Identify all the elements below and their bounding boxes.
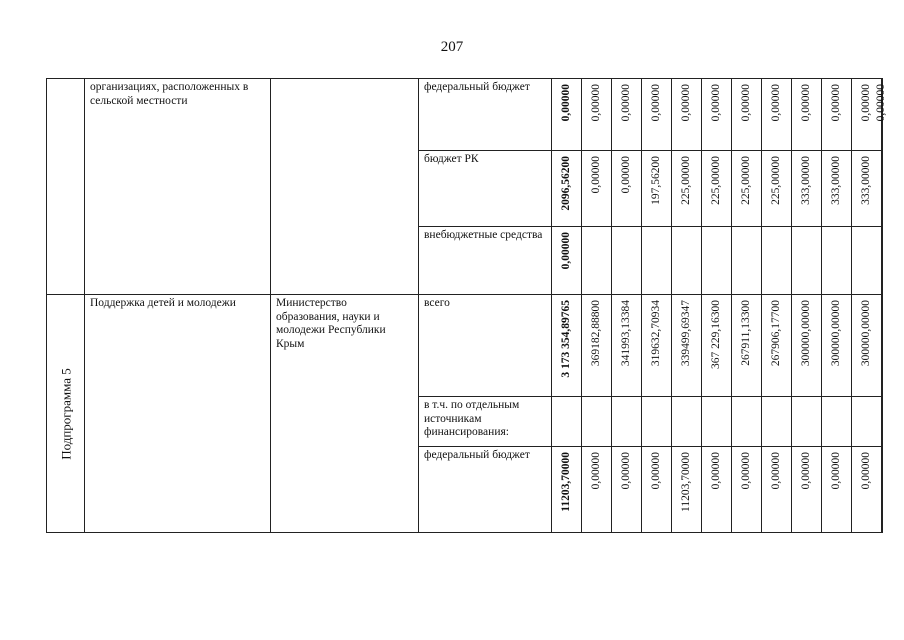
year-value-cell: [762, 295, 792, 397]
measure-name-cell-text: Поддержка детей и молодежи: [90, 297, 236, 309]
measure-name-cell-text: организациях, расположенных в сельской местности: [90, 81, 249, 107]
year-value-cell-value: 0,00000: [799, 84, 812, 122]
year-value-cell: [642, 447, 672, 533]
year-value-cell: [612, 447, 642, 533]
year-value-cell-value: 0,00000: [649, 84, 662, 122]
year-value-cell: [582, 447, 612, 533]
executor-cell: [271, 295, 419, 533]
year-value-cell-value: 0,00000: [859, 452, 872, 490]
year-value-cell: [852, 295, 882, 397]
year-value-cell-value: 300000,00000: [859, 300, 872, 367]
year-value-cell: [612, 79, 642, 151]
year-value-cell: [582, 151, 612, 227]
year-value-cell: [672, 397, 702, 447]
year-value-cell-value: 0,00000: [649, 452, 662, 490]
year-value-cell: [822, 295, 852, 397]
year-value-cell: [612, 295, 642, 397]
year-value-cell: [792, 151, 822, 227]
year-value-cell: [732, 397, 762, 447]
year-value-cell-value: 333,00000: [859, 156, 872, 205]
table-row: [47, 79, 883, 151]
year-value-cell-value: 267911,13300: [739, 300, 752, 366]
year-value-cell: [875, 79, 888, 151]
empty-executor-cell: [271, 79, 419, 295]
funding-source-cell: [419, 397, 552, 447]
year-value-cell: [672, 79, 702, 151]
year-value-cell-value: 0,00000: [829, 84, 842, 122]
year-value-cell-value: 0,00000: [769, 452, 782, 490]
year-value-cell-value: 0,00000: [589, 84, 602, 122]
year-value-cell-value: 225,00000: [739, 156, 752, 205]
year-value-cell: [882, 447, 883, 533]
year-value-cell-value: 225,00000: [769, 156, 782, 205]
year-value-cell-value: 0,00000: [739, 452, 752, 490]
executor-cell-text: Министерство образования, науки и молодежи Республики Крым: [276, 297, 386, 350]
year-value-cell: [732, 79, 762, 151]
year-value-cell-value: 339499,69347: [679, 300, 692, 367]
year-value-cell: [702, 447, 732, 533]
year-value-cell: [882, 227, 883, 295]
subprogram-cell: [47, 295, 85, 533]
year-value-cell-value: 0,00000: [619, 156, 632, 194]
year-value-cell: [762, 79, 792, 151]
total-cell: [552, 79, 582, 151]
measure-name-cell: [85, 79, 271, 295]
year-value-cell: [612, 227, 642, 295]
funding-source-cell-text: всего: [424, 297, 450, 309]
year-value-cell: [852, 151, 882, 227]
funding-source-cell-text: бюджет РК: [424, 153, 479, 165]
total-cell-value: 11203,70000: [559, 452, 572, 512]
year-value-cell: [702, 227, 732, 295]
year-value-cell-value: 0,00000: [619, 84, 632, 122]
year-value-cell: [642, 227, 672, 295]
empty-subprogram-cell: [47, 79, 85, 295]
total-cell: [552, 397, 582, 447]
year-value-cell: [702, 151, 732, 227]
year-value-cell-value: 197,56200: [649, 156, 662, 205]
year-value-cell-value: 0,00000: [709, 84, 722, 122]
budget-table: [46, 78, 888, 533]
year-value-cell: [642, 295, 672, 397]
year-value-cell: [762, 227, 792, 295]
year-value-cell-value: 369182,88800: [589, 300, 602, 367]
year-value-cell-value: 319632,70934: [649, 300, 662, 367]
year-value-cell: [852, 397, 882, 447]
total-cell-value: 0,00000: [559, 84, 572, 122]
year-value-cell-value: 0,00000: [679, 84, 692, 122]
year-value-cell: [612, 397, 642, 447]
year-value-cell: [792, 79, 822, 151]
year-value-cell: [732, 447, 762, 533]
funding-source-cell-text: внебюджетные средства: [424, 229, 543, 241]
year-value-cell: [762, 151, 792, 227]
year-value-cell: [612, 151, 642, 227]
total-cell: [552, 295, 582, 397]
total-cell: [552, 227, 582, 295]
year-value-cell-value: 0,00000: [619, 452, 632, 490]
year-value-cell: [702, 397, 732, 447]
year-value-cell-value: 0,00000: [589, 452, 602, 490]
year-value-cell-value: 0,00000: [709, 452, 722, 490]
total-cell: [552, 447, 582, 533]
year-value-cell-value: 225,00000: [679, 156, 692, 205]
year-value-cell-value: 11203,70000: [679, 452, 692, 512]
year-value-cell: [732, 227, 762, 295]
year-value-cell-value: 0,00000: [875, 84, 888, 122]
year-value-cell-value: 0,00000: [589, 156, 602, 194]
funding-source-cell: [419, 227, 552, 295]
funding-source-cell: [419, 151, 552, 227]
funding-source-cell-text: федеральный бюджет: [424, 449, 530, 461]
year-value-cell: [672, 227, 702, 295]
total-cell-value: 0,00000: [559, 232, 572, 270]
year-value-cell: [882, 295, 883, 397]
year-value-cell: [732, 151, 762, 227]
year-value-cell-value: 0,00000: [769, 84, 782, 122]
year-value-cell: [822, 447, 852, 533]
funding-source-cell-text: в т.ч. по отдельным источникам финансирования:: [424, 399, 520, 439]
funding-source-cell-text: федеральный бюджет: [424, 81, 530, 93]
page-number: 207: [440, 39, 464, 55]
year-value-cell: [792, 227, 822, 295]
year-value-cell: [672, 447, 702, 533]
year-value-cell-value: 0,00000: [739, 84, 752, 122]
year-value-cell: [762, 397, 792, 447]
funding-source-cell: [419, 79, 552, 151]
year-value-cell: [882, 397, 883, 447]
year-value-cell: [882, 151, 883, 227]
year-value-cell-value: 0,00000: [859, 84, 872, 122]
year-value-cell: [792, 295, 822, 397]
funding-source-cell: [419, 295, 552, 397]
year-value-cell: [642, 397, 672, 447]
funding-source-cell: [419, 447, 552, 533]
year-value-cell-value: 333,00000: [799, 156, 812, 205]
measure-name-cell: [85, 295, 271, 533]
year-value-cell-value: 341993,13384: [619, 300, 632, 367]
year-value-cell-value: 367 229,16300: [709, 300, 722, 369]
year-value-cell-value: 0,00000: [829, 452, 842, 490]
year-value-cell: [762, 447, 792, 533]
year-value-cell: [852, 447, 882, 533]
year-value-cell: [582, 295, 612, 397]
year-value-cell: [672, 151, 702, 227]
year-value-cell: [792, 447, 822, 533]
year-value-cell-value: 300000,00000: [829, 300, 842, 367]
year-value-cell: [582, 227, 612, 295]
total-cell-value: 3 173 354,89765: [559, 300, 572, 378]
subprogram-label: Подпрограмма 5: [57, 367, 73, 460]
year-value-cell: [732, 295, 762, 397]
year-value-cell: [852, 227, 882, 295]
year-value-cell-value: 333,00000: [829, 156, 842, 205]
year-value-cell-value: 0,00000: [799, 452, 812, 490]
year-value-cell: [702, 79, 732, 151]
year-value-cell: [822, 79, 852, 151]
year-value-cell: [822, 397, 852, 447]
year-value-cell: [702, 295, 732, 397]
year-value-cell: [822, 227, 852, 295]
total-cell-value: 2096,56200: [559, 156, 572, 211]
year-value-cell: [642, 79, 672, 151]
year-value-cell-value: 267906,17700: [769, 300, 782, 367]
year-value-cell: [642, 151, 672, 227]
year-value-cell: [582, 397, 612, 447]
year-value-cell: [822, 151, 852, 227]
year-value-cell-value: 300000,00000: [799, 300, 812, 367]
year-value-cell: [582, 79, 612, 151]
year-value-cell-value: 225,00000: [709, 156, 722, 205]
year-value-cell: [792, 397, 822, 447]
total-cell: [552, 151, 582, 227]
year-value-cell: [672, 295, 702, 397]
table-row: [47, 295, 883, 397]
